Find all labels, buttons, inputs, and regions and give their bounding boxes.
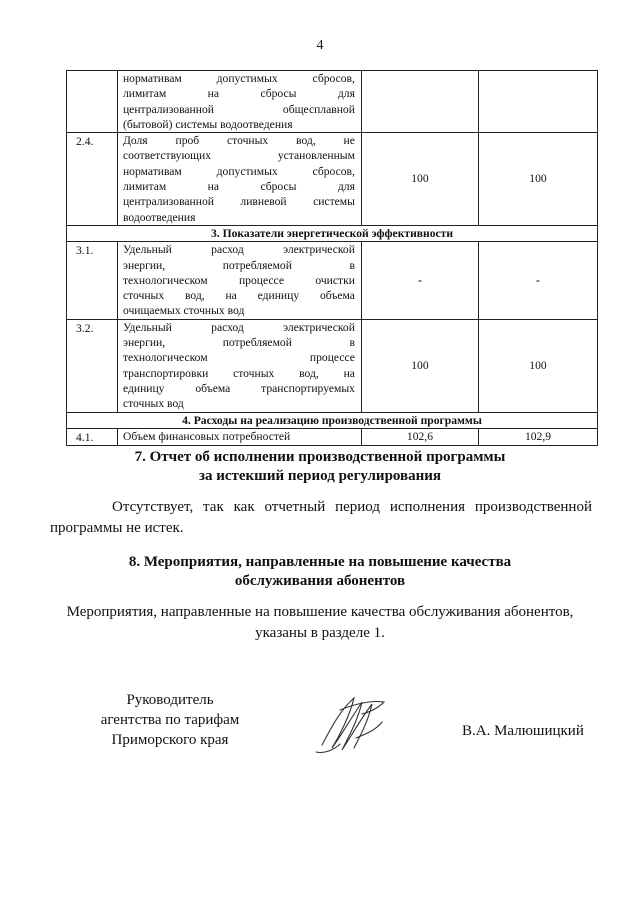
value-plan: 102,6 bbox=[361, 428, 478, 445]
value-fact: 100 bbox=[478, 319, 597, 412]
page-number: 4 bbox=[316, 38, 324, 53]
table-row bbox=[67, 133, 598, 226]
row-description: Удельный расход электрической энергии, потребляемой в технологическом процессе очистки сточных вод, на единицу объема очищаемых сточных вод bbox=[117, 242, 361, 319]
value-fact: 102,9 bbox=[478, 428, 597, 445]
value-fact: - bbox=[478, 242, 597, 319]
row-number: 2.4. bbox=[67, 133, 118, 226]
section-7-text-line2: программы не истек. bbox=[50, 520, 184, 536]
signatory-title: Руководитель агентства по тарифам Приморского края bbox=[100, 692, 240, 748]
value-plan: 100 bbox=[361, 319, 478, 412]
section-header-row bbox=[67, 225, 598, 241]
table-row bbox=[67, 428, 598, 445]
value-plan: 100 bbox=[361, 133, 478, 226]
handwritten-signature bbox=[310, 690, 400, 765]
section-7-text-line1: Отсутствует, так как отчетный период исполнения производственной bbox=[112, 499, 592, 515]
value-fact: 100 bbox=[478, 133, 597, 226]
row-number: 4.1. bbox=[67, 428, 118, 445]
program-indicators-table bbox=[66, 70, 598, 446]
value-plan: - bbox=[361, 242, 478, 319]
section-header-row bbox=[67, 412, 598, 428]
table-row bbox=[67, 242, 598, 319]
section-8-heading: 8. Мероприятия, направленные на повышение качества обслуживания абонентов bbox=[128, 554, 512, 589]
section-8-text-line1: Мероприятия, направленные на повышение качества обслуживания абонентов, bbox=[66, 604, 574, 620]
table-row bbox=[67, 71, 598, 133]
row-number: 3.1. bbox=[67, 242, 118, 319]
section-7-heading: 7. Отчет об исполнении производственной программы за истекший период регулирования bbox=[134, 449, 506, 484]
signatory-name: В.А. Малюшицкий bbox=[462, 723, 584, 739]
row-description: нормативам допустимых сбросов, лимитам на сбросы для централизованной общесплавной (бытовой) системы водоотведения bbox=[117, 71, 361, 133]
value-plan bbox=[361, 71, 478, 133]
section-4-title: 4. Расходы на реализацию производственной программы bbox=[67, 412, 598, 428]
row-description: Объем финансовых потребностей bbox=[117, 428, 361, 445]
section-8-text-line2: указаны в разделе 1. bbox=[255, 625, 385, 641]
row-description: Удельный расход электрической энергии, потребляемой в технологическом процессе транспортировки сточных вод, на единицу объема транспортируемых сточных вод bbox=[117, 319, 361, 412]
row-number bbox=[67, 71, 118, 133]
row-number: 3.2. bbox=[67, 319, 118, 412]
value-fact bbox=[478, 71, 597, 133]
row-description: Доля проб сточных вод, не соответствующих установленным нормативам допустимых сбросов, лимитам на сбросы для централизованной ливневой системы водоотведения bbox=[117, 133, 361, 226]
section-3-title: 3. Показатели энергетической эффективности bbox=[67, 225, 598, 241]
table-row bbox=[67, 319, 598, 412]
